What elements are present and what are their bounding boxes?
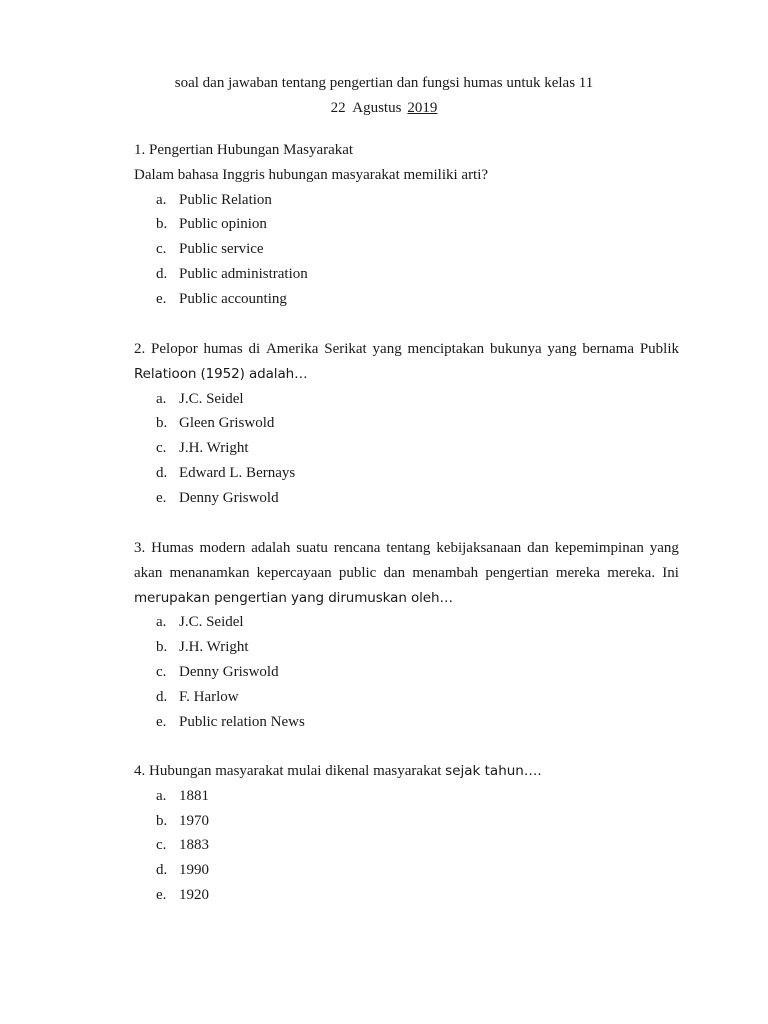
document-date: [0, 99, 768, 117]
word: mereka.: [607, 564, 656, 581]
option-letter: b.: [156, 812, 168, 829]
word: dan: [527, 540, 549, 556]
word: bernama: [582, 341, 635, 357]
question-line: [134, 759, 679, 784]
date-year: 2019: [407, 100, 438, 116]
option-text: 1883: [179, 837, 209, 854]
word: Publik: [639, 341, 679, 357]
option-text: Denny Griswold: [179, 489, 279, 506]
option-letter: e.: [156, 290, 167, 307]
option-text: Public opinion: [179, 216, 267, 233]
option-d: [134, 262, 679, 287]
question-text: [134, 337, 679, 387]
option-text: Denny Griswold: [179, 663, 279, 680]
option-a: [134, 784, 679, 809]
word: menambah: [412, 564, 479, 581]
option-a: [134, 188, 679, 213]
word: Serikat: [324, 341, 367, 357]
word: kepercayaan: [256, 564, 332, 581]
option-e: [134, 486, 679, 511]
question-line: [134, 536, 679, 561]
question-line: [134, 337, 679, 362]
option-letter: a.: [156, 614, 167, 631]
option-letter: e.: [156, 713, 167, 730]
option-text: Public accounting: [179, 290, 287, 307]
word: di: [248, 341, 261, 357]
word: tentang: [386, 540, 431, 556]
question-line: [134, 561, 679, 586]
word: akan: [134, 564, 163, 581]
option-text: Gleen Griswold: [179, 415, 275, 432]
option-letter: c.: [156, 241, 167, 258]
option-text: Public relation News: [179, 713, 305, 730]
option-text: J.C. Seidel: [179, 614, 244, 631]
option-letter: a.: [156, 390, 167, 407]
word: 2.: [134, 341, 146, 357]
option-letter: d.: [156, 265, 168, 282]
option-c: [134, 237, 679, 262]
option-text: 1990: [179, 862, 209, 879]
word: bukunya: [489, 341, 542, 357]
option-d: [134, 685, 679, 710]
option-text: 1920: [179, 886, 209, 903]
question-3: [134, 536, 679, 734]
date-day-month: 22 Agustus: [330, 100, 402, 116]
word: adalah: [251, 540, 291, 556]
option-d: [134, 858, 679, 883]
question-1: [134, 138, 679, 312]
option-letter: c.: [156, 837, 167, 854]
word: Amerika: [265, 341, 319, 357]
option-letter: c.: [156, 440, 167, 457]
option-e: [134, 287, 679, 312]
word: Humas: [151, 540, 194, 556]
option-text: J.H. Wright: [179, 639, 249, 656]
question-4: [134, 759, 679, 908]
word: menanamkan: [169, 564, 250, 581]
word: dan: [383, 564, 406, 581]
word: humas: [203, 341, 243, 357]
option-list: [134, 387, 679, 511]
question-line: Relatioon (1952) adalah…: [134, 365, 308, 382]
question-2: [134, 337, 679, 511]
option-text: 1881: [179, 787, 209, 804]
word: pengertian: [485, 564, 549, 581]
option-list: [134, 784, 679, 908]
option-text: 1970: [179, 812, 209, 829]
word: menciptakan: [407, 341, 485, 357]
question-line: Dalam bahasa Inggris hubungan masyarakat memiliki arti?: [134, 166, 489, 183]
question-text: [134, 138, 679, 188]
option-letter: d.: [156, 464, 168, 481]
option-letter: b.: [156, 415, 168, 432]
option-e: [134, 883, 679, 908]
option-letter: d.: [156, 862, 168, 879]
option-text: Public administration: [179, 265, 308, 282]
option-letter: b.: [156, 216, 168, 233]
word: kepemimpinan: [554, 540, 644, 556]
question-line-part: sejak tahun….: [445, 763, 542, 779]
option-a: [134, 610, 679, 635]
word: Pelopor: [151, 341, 198, 357]
option-text: Edward L. Bernays: [179, 464, 296, 481]
question-line-part: 4. Hubungan masyarakat mulai dikenal masyarakat: [134, 763, 446, 779]
option-letter: d.: [156, 688, 168, 705]
option-letter: e.: [156, 886, 167, 903]
option-text: J.H. Wright: [179, 440, 249, 457]
option-c: [134, 660, 679, 685]
option-letter: a.: [156, 191, 167, 208]
option-letter: e.: [156, 489, 167, 506]
question-line: merupakan pengertian yang dirumuskan oleh…: [134, 589, 453, 606]
word: rencana: [333, 540, 381, 556]
question-text: [134, 536, 679, 610]
word: yang: [372, 341, 402, 357]
word: Ini: [662, 564, 679, 581]
word: modern: [199, 540, 246, 556]
question-text: [134, 759, 679, 784]
option-b: [134, 411, 679, 436]
option-b: [134, 635, 679, 660]
option-text: Public Relation: [179, 191, 272, 208]
option-letter: c.: [156, 663, 167, 680]
option-c: [134, 833, 679, 858]
option-a: [134, 387, 679, 412]
option-d: [134, 461, 679, 486]
option-list: [134, 610, 679, 734]
word: kebijaksanaan: [436, 540, 522, 556]
question-line: 1. Pengertian Hubungan Masyarakat: [134, 142, 354, 158]
document-title: soal dan jawaban tentang pengertian dan fungsi humas untuk kelas 11: [174, 75, 594, 91]
option-letter: b.: [156, 639, 168, 656]
option-text: Public service: [179, 241, 264, 258]
option-text: F. Harlow: [179, 688, 239, 705]
option-letter: a.: [156, 787, 167, 804]
word: yang: [649, 540, 679, 556]
word: suatu: [296, 540, 328, 556]
option-b: [134, 809, 679, 834]
option-list: [134, 188, 679, 312]
word: 3.: [134, 540, 146, 556]
option-b: [134, 212, 679, 237]
option-text: J.C. Seidel: [179, 390, 244, 407]
option-c: [134, 436, 679, 461]
word: yang: [547, 341, 577, 357]
word: mereka: [555, 564, 600, 581]
word: public: [338, 564, 377, 581]
option-e: [134, 710, 679, 735]
